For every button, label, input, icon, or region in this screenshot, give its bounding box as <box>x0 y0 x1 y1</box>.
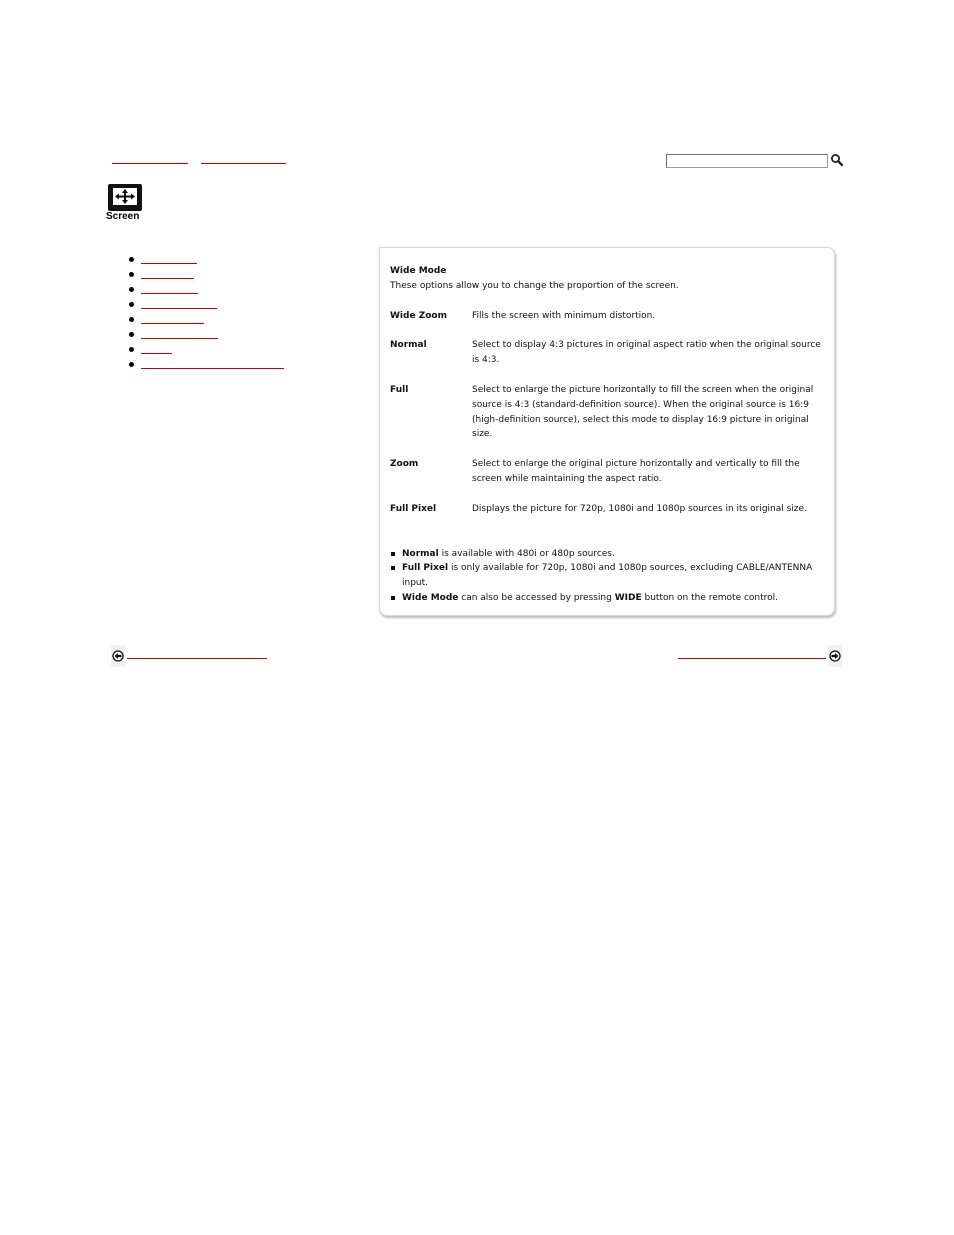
panel-intro: These options allow you to change the proportion of the screen. <box>390 280 679 291</box>
list-item: Normal is available with 480i or 480p sources. <box>390 547 824 562</box>
option-desc: Select to enlarge the picture horizontally to fill the screen when the original source is 4:3 (standard-definition source). When the original source is 16:9 (high-definition source), select this mode to display 16:9 picture in original size. <box>472 384 814 440</box>
option-term: Full Pixel <box>390 503 437 514</box>
list-item: Full Pixel is only available for 720p, 1080i and 1080p sources, excluding CABLE/ANTENNA input. <box>390 561 824 591</box>
next-page-link[interactable] <box>678 658 826 659</box>
arrow-right-icon <box>828 645 842 667</box>
option-term: Zoom <box>390 459 419 470</box>
screen-icon <box>108 184 142 212</box>
next-page-button[interactable] <box>828 645 842 667</box>
search-input[interactable] <box>666 154 828 168</box>
option-row-normal <box>390 338 824 368</box>
option-row-full <box>390 383 824 442</box>
breadcrumb-link-1[interactable] <box>112 163 188 164</box>
option-term: Normal <box>390 340 427 351</box>
arrow-left-icon <box>111 645 125 667</box>
breadcrumb-link-2[interactable] <box>201 163 286 164</box>
screen-icon-caption: Screen <box>106 211 140 222</box>
option-desc: Fills the screen with minimum distortion. <box>472 310 656 321</box>
content-panel <box>379 247 835 616</box>
previous-page-button[interactable] <box>111 645 125 667</box>
list-item: Wide Mode can also be accessed by pressing WIDE button on the remote control. <box>390 591 824 606</box>
option-desc: Select to display 4:3 pictures in original aspect ratio when the original source is 4:3. <box>472 340 821 366</box>
panel-title: Wide Mode <box>390 266 447 276</box>
option-term: Wide Zoom <box>390 310 447 321</box>
previous-page-link[interactable] <box>127 658 267 659</box>
search-icon <box>830 153 844 167</box>
search-button[interactable] <box>830 152 844 166</box>
notes-list <box>390 547 824 606</box>
option-row-wide-zoom <box>390 309 824 324</box>
option-term: Full <box>390 384 409 395</box>
option-row-zoom <box>390 457 824 487</box>
option-row-full-pixel <box>390 502 824 517</box>
option-desc: Select to enlarge the original picture horizontally and vertically to fill the screen while maintaining the aspect ratio. <box>472 459 800 484</box>
option-desc: Displays the picture for 720p, 1080i and 1080p sources in its original size. <box>472 503 807 514</box>
